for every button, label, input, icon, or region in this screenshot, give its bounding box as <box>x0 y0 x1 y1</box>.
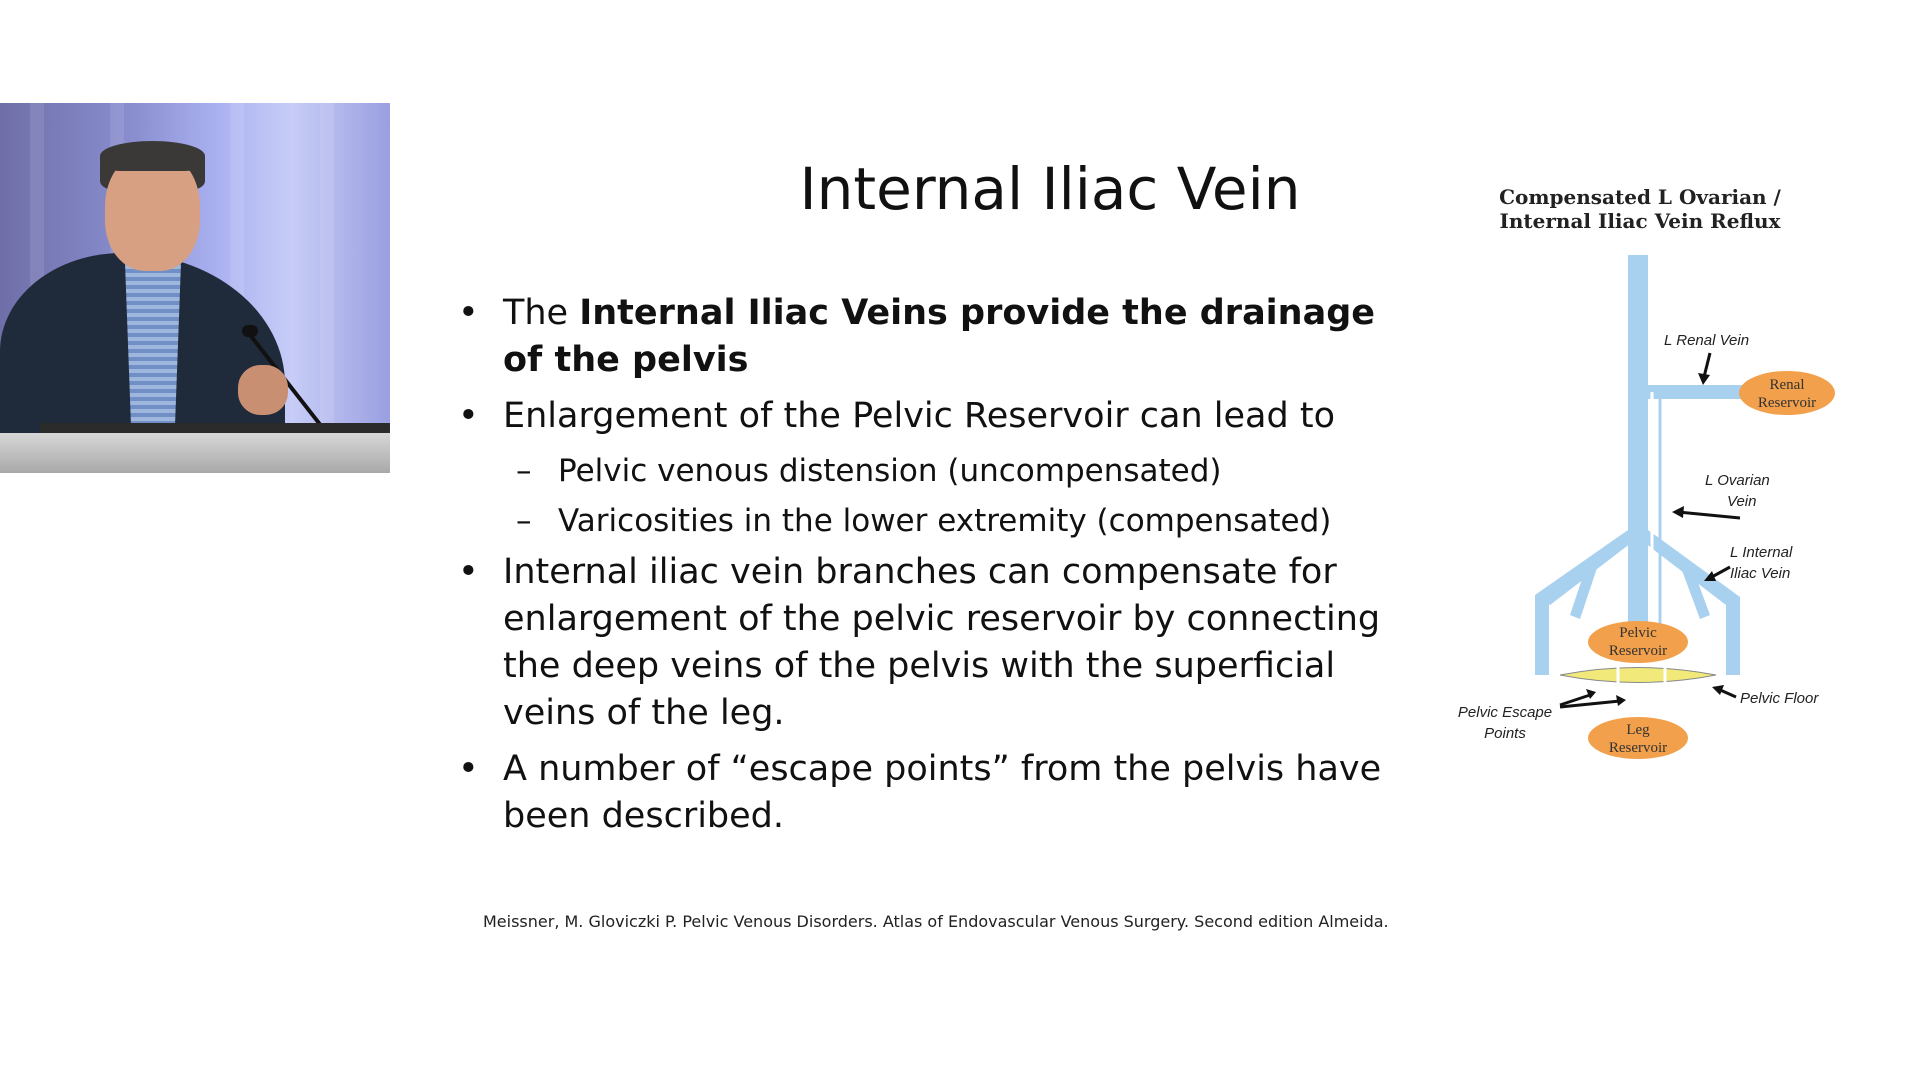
reference-citation: Meissner, M. Gloviczki P. Pelvic Venous Disorders. Atlas of Endovascular Venous Surgery. Second edition Almeida. <box>483 912 1389 931</box>
bullet-text: Enlargement of the Pelvic Reservoir can lead to <box>503 396 1335 436</box>
slide-title: Internal Iliac Vein <box>799 155 1301 223</box>
right-iliac-vein-lower <box>1726 597 1740 675</box>
diagram-title-line2: Internal Iliac Vein Reflux <box>1499 209 1781 233</box>
renal-reservoir-label: Renal <box>1769 377 1805 393</box>
left-iliac-vein-lower <box>1535 595 1549 675</box>
renal-vein-arrowhead-icon <box>1698 373 1710 385</box>
bullet-text: A number of “escape points” from the pelvis have been described. <box>503 749 1382 836</box>
bullet-text-prefix: The <box>503 293 580 333</box>
renal-vein-arrow-icon <box>1704 353 1710 377</box>
internal-iliac-label: Iliac Vein <box>1730 565 1791 582</box>
pelvic-reservoir-label: Reservoir <box>1608 643 1668 659</box>
sub-bullet-item <box>458 499 1408 543</box>
escape-arrowhead-icon <box>1586 689 1596 699</box>
bullet-dot: • <box>458 552 479 592</box>
venous-reflux-diagram <box>1440 185 1860 775</box>
ovarian-vein-label: L Ovarian <box>1705 472 1770 489</box>
bullet-dot: • <box>458 396 479 436</box>
bullet-dot: • <box>458 293 479 333</box>
curtain-fold <box>320 103 334 473</box>
bullet-text-bold: Internal Iliac Veins provide the drainage of the pelvis <box>503 293 1376 380</box>
diagram-svg <box>1440 185 1860 775</box>
pelvic-floor <box>1560 668 1716 683</box>
podium <box>0 433 390 473</box>
leg-reservoir-label: Reservoir <box>1608 740 1668 756</box>
sub-bullet-dash: – <box>516 453 532 489</box>
escape-points-label: Points <box>1484 725 1526 742</box>
bullet-list <box>458 290 1408 849</box>
ovarian-vein-arrowhead-icon <box>1672 506 1684 518</box>
bullet-item <box>458 290 1408 384</box>
renal-reservoir-label: Reservoir <box>1757 395 1817 411</box>
ovarian-vein-label: Vein <box>1727 493 1757 510</box>
renal-vein-label: L Renal Vein <box>1664 332 1750 349</box>
pelvic-floor-label: Pelvic Floor <box>1740 690 1819 707</box>
leg-reservoir-label: Leg <box>1626 722 1650 738</box>
microphone-head <box>242 325 258 337</box>
bullet-item <box>458 549 1408 737</box>
bullet-item <box>458 393 1408 440</box>
speaker-hand <box>238 365 288 415</box>
vena-cava <box>1628 255 1648 655</box>
bullet-item <box>458 746 1408 840</box>
ovarian-vein-arrow-icon <box>1678 512 1740 518</box>
bullet-text: Internal iliac vein branches can compensate for enlargement of the pelvic reservoir by connecting the deep veins of the pelvis with the superficial veins of the leg. <box>503 552 1381 733</box>
sub-bullet-item <box>458 449 1408 493</box>
bullet-dot: • <box>458 749 479 789</box>
sub-bullet-text: Pelvic venous distension (uncompensated) <box>558 453 1222 489</box>
sub-bullet-dash: – <box>516 503 532 539</box>
diagram-title-line1: Compensated L Ovarian / <box>1499 185 1781 209</box>
escape-points-label: Pelvic Escape <box>1457 704 1553 721</box>
speaker-hair-top <box>100 141 205 171</box>
internal-iliac-label: L Internal <box>1730 544 1793 561</box>
pelvic-reservoir-label: Pelvic <box>1619 625 1657 641</box>
sub-bullet-text: Varicosities in the lower extremity (compensated) <box>558 503 1332 539</box>
speaker-video <box>0 103 390 473</box>
